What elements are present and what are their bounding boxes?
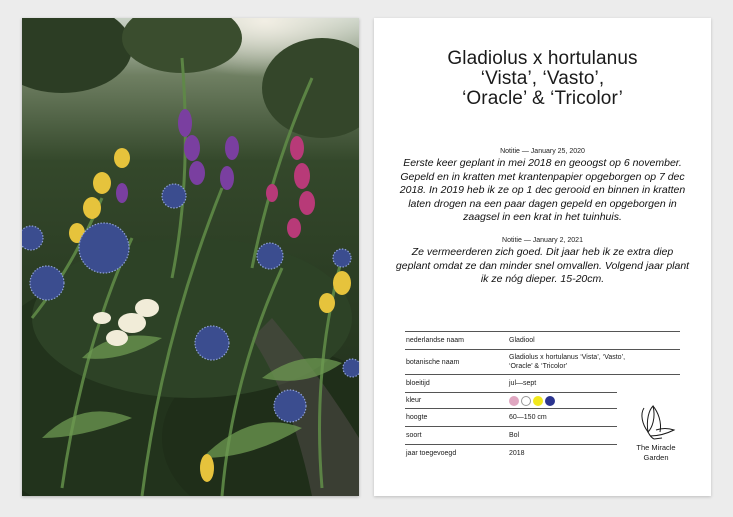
spec-label: hoogte — [406, 414, 428, 421]
spec-label: jaar toegevoegd — [406, 450, 457, 457]
note-text: Ze vermeerderen zich goed. Dit jaar heb ik ze extra diep geplant omdat ze dan minder snel omvallen. Volgend jaar plant ik ze nóg dieper. 15-20cm. — [395, 246, 690, 285]
color-swatch-white — [521, 396, 531, 406]
spec-value-line: Gladiolus x hortulanus ‘Vista’, ‘Vasto’, — [509, 354, 626, 361]
miracle-garden-logo — [626, 402, 686, 462]
spec-row-nederlandse-naam — [405, 331, 680, 349]
plant-title-line: Gladiolus x hortulanus — [447, 48, 638, 69]
spec-value-line: ‘Oracle’ & ‘Tricolor’ — [509, 363, 568, 370]
spec-label: botanische naam — [406, 358, 460, 366]
logo-text-line: The Miracle — [636, 443, 676, 452]
logo-text-line: Garden — [643, 453, 669, 462]
spec-row-kleur — [405, 392, 617, 408]
note-2021 — [394, 236, 691, 287]
spec-value: 60—150 cm — [509, 414, 547, 421]
spec-row-jaar-toegevoegd — [405, 444, 617, 462]
plant-info-card — [374, 18, 711, 496]
note-2020 — [394, 147, 691, 225]
color-swatches — [509, 396, 617, 406]
note-text: Eerste keer geplant in mei 2018 en geoogst op 6 november. Gepeld en in kratten met krantenpapier opgeborgen op 7 dec 2018. In 2019 heb ik ze op 1 dec gerooid en binnen in kratten laten drogen na een paar dagen gepeld en opgeborgen in zaagsel in een krat in het tuinhuis. — [399, 157, 686, 223]
spec-value: Gladiool — [509, 337, 535, 344]
note-date-label: Notitie — January 25, 2020 — [500, 148, 585, 155]
spec-label: kleur — [406, 397, 422, 404]
spec-row-bloeitijd — [405, 374, 680, 392]
plant-title-line: ‘Oracle’ & ‘Tricolor’ — [462, 88, 623, 109]
color-swatch-blue — [545, 396, 555, 406]
spec-label: nederlandse naam — [406, 337, 464, 344]
garden-photo — [22, 18, 359, 496]
color-swatch-yellow — [533, 396, 543, 406]
spec-label: bloeitijd — [406, 380, 430, 387]
color-swatch-pink — [509, 396, 519, 406]
spec-value — [509, 353, 680, 371]
flower-bud-icon — [636, 402, 676, 442]
plant-title — [374, 49, 711, 109]
note-date-label: Notitie — January 2, 2021 — [502, 237, 583, 244]
spec-row-botanische-naam — [405, 349, 680, 374]
spec-value: jul—sept — [509, 380, 537, 387]
spec-value: 2018 — [509, 450, 525, 457]
spec-value: Bol — [509, 432, 520, 439]
plant-title-line: ‘Vista’, ‘Vasto’, — [480, 68, 605, 89]
garden-photo-illustration — [22, 18, 359, 496]
spec-row-hoogte — [405, 408, 617, 426]
spec-label: soort — [406, 432, 422, 439]
spec-row-soort — [405, 426, 617, 444]
